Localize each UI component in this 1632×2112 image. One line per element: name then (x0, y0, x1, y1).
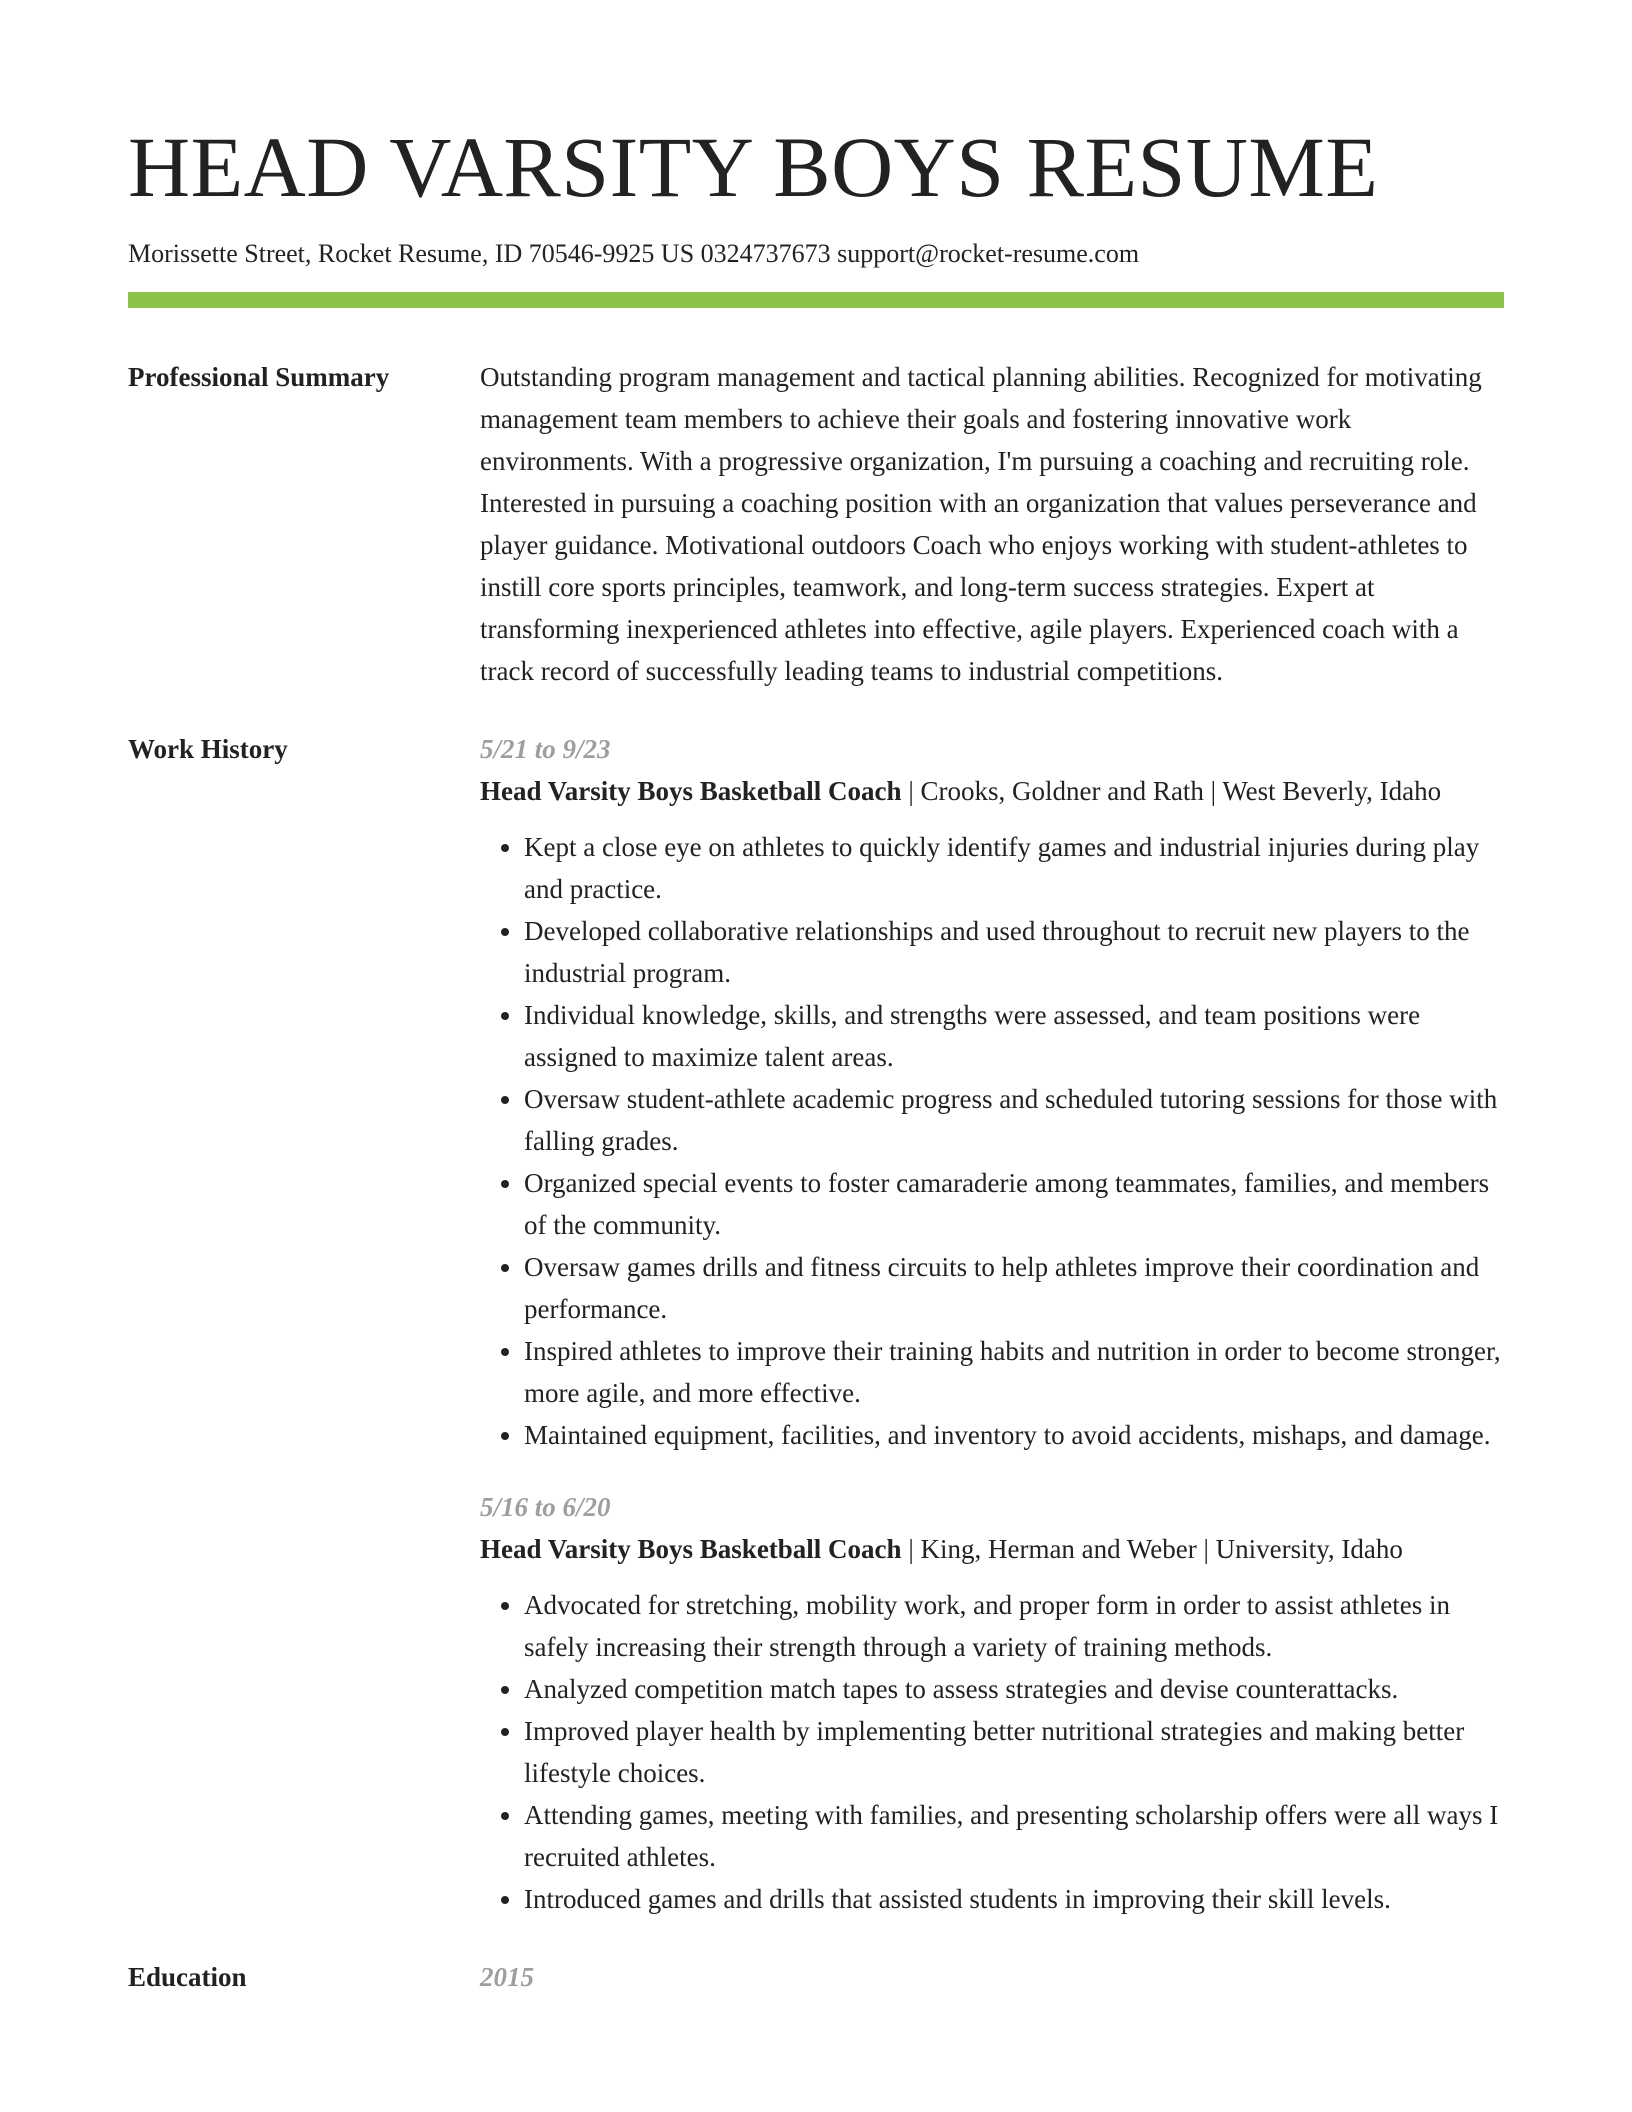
education-dates: 2015 (480, 1962, 534, 1993)
job-bullet: • Introduced games and drills that assisted students in improving their skill levels. (524, 1878, 1504, 1920)
job-bullet: • Improved player health by implementing better nutritional strategies and making better lifestyle choices. (524, 1710, 1504, 1794)
job-bullet: • Kept a close eye on athletes to quickly identify games and industrial injuries during play and practice. (524, 826, 1504, 910)
job-bullet: • Developed collaborative relationships and used throughout to recruit new players to the industrial program. (524, 910, 1504, 994)
resume-page (128, 120, 1504, 1998)
job-title: Head Varsity Boys Basketball Coach (480, 1534, 902, 1565)
job-bullet: • Oversaw student-athlete academic progress and scheduled tutoring sessions for those with falling grades. (524, 1078, 1504, 1162)
education-section (128, 1956, 1504, 1998)
job-dates: 5/21 to 9/23 (480, 734, 611, 765)
work-history-body (480, 728, 1504, 1920)
job-bullet: • Inspired athletes to improve their training habits and nutrition in order to become stronger, more agile, and more effective. (524, 1330, 1504, 1414)
summary-heading: Professional Summary (128, 362, 390, 393)
accent-divider (128, 292, 1504, 308)
job-bullet: • Oversaw games drills and fitness circuits to help athletes improve their coordination and performance. (524, 1246, 1504, 1330)
resume-title: HEAD VARSITY BOYS RESUME (128, 119, 1379, 215)
contact-line: Morissette Street, Rocket Resume, ID 70546-9925 US 0324737673 support@rocket-resume.com (128, 238, 1140, 268)
summary-text: Outstanding program management and tactical planning abilities. Recognized for motivating management team members to achieve their goals and fostering innovative work environments. With a progressive organization, I'm pursuing a coaching and recruiting role. Interested in pursuing a coaching position with an organization that values perseverance and player guidance. Motivational outdoors Coach who enjoys working with student-athletes to instill core sports principles, teamwork, and long-term success strategies. Expert at transforming inexperienced athletes into effective, agile players. Experienced coach with a track record of successfully leading teams to industrial competitions. (480, 362, 1482, 687)
work-history-heading: Work History (128, 734, 288, 765)
resume-sections (128, 356, 1504, 1998)
job-bullet-list (480, 1584, 1504, 1920)
job-title-line (480, 770, 1504, 812)
job-bullet: • Individual knowledge, skills, and strengths were assessed, and team positions were assigned to maximize talent areas. (524, 994, 1504, 1078)
job-entry (480, 1486, 1504, 1920)
job-title-line (480, 1528, 1504, 1570)
job-dates: 5/16 to 6/20 (480, 1492, 611, 1523)
education-heading: Education (128, 1962, 247, 1993)
job-bullet: • Analyzed competition match tapes to assess strategies and devise counterattacks. (524, 1668, 1504, 1710)
job-bullet: • Advocated for stretching, mobility work, and proper form in order to assist athletes in safely increasing their strength through a variety of training methods. (524, 1584, 1504, 1668)
job-bullet: • Organized special events to foster camaraderie among teammates, families, and members of the community. (524, 1162, 1504, 1246)
job-details: | King, Herman and Weber | University, Idaho (901, 1534, 1403, 1565)
work-history-section (128, 728, 1504, 1920)
summary-section (128, 356, 1504, 692)
summary-body (480, 356, 1504, 692)
job-bullet-list (480, 826, 1504, 1456)
education-body (480, 1956, 1504, 1998)
job-details: | Crooks, Goldner and Rath | West Beverly, Idaho (901, 776, 1442, 807)
job-bullet: • Maintained equipment, facilities, and inventory to avoid accidents, mishaps, and damage. (524, 1414, 1504, 1456)
job-title: Head Varsity Boys Basketball Coach (480, 776, 902, 807)
job-entry (480, 728, 1504, 1456)
job-bullet: • Attending games, meeting with families, and presenting scholarship offers were all ways I recruited athletes. (524, 1794, 1504, 1878)
